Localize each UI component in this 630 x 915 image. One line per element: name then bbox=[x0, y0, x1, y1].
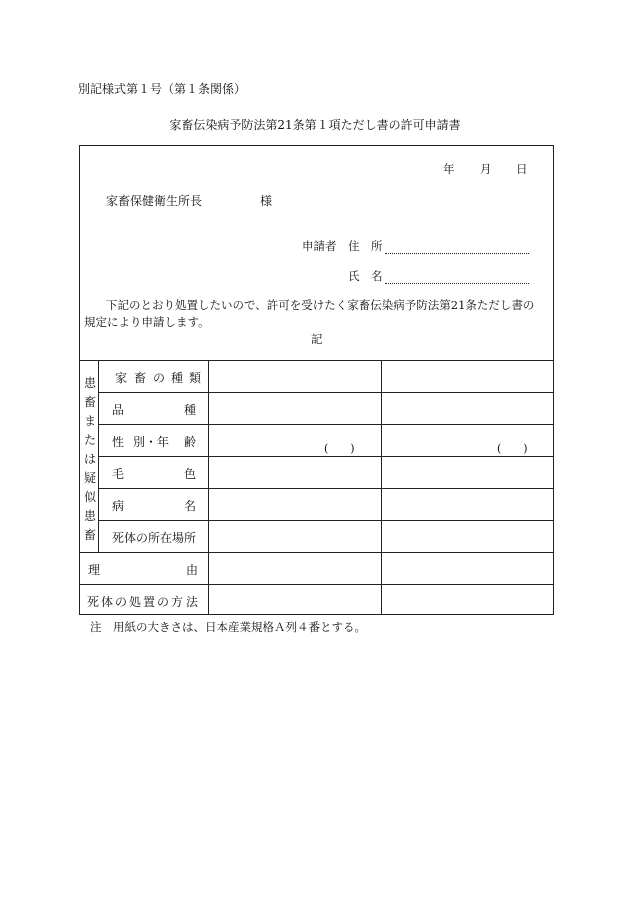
row-disposal-method-label-part: 法 bbox=[186, 595, 199, 609]
row-livestock-type-label-part: の bbox=[153, 371, 166, 385]
row-livestock-type-label-part: 類 bbox=[189, 371, 202, 385]
form-number-label: 別記様式第１号（第１条関係） bbox=[78, 82, 247, 96]
row-reason-label-part: 理 bbox=[88, 563, 101, 577]
row-coat-color-label-part: 毛 bbox=[112, 467, 125, 481]
date-day-label: 日 bbox=[516, 162, 528, 176]
name-dotted-line bbox=[385, 271, 529, 284]
table-top-border bbox=[79, 360, 554, 361]
side-label-char: は bbox=[84, 452, 97, 466]
row-breed-label-part: 種 bbox=[184, 403, 197, 417]
side-label-char: 似 bbox=[84, 490, 97, 504]
grid-line bbox=[98, 488, 554, 489]
footnote-text: 用紙の大きさは、日本産業規格Ａ列４番とする。 bbox=[113, 620, 366, 634]
row-livestock-type-label-part: 種 bbox=[171, 371, 184, 385]
addressee: 家畜保健衛生所長 bbox=[106, 194, 203, 208]
row-livestock-type-label-part: 畜 bbox=[134, 371, 147, 385]
value-column-divider bbox=[381, 360, 382, 615]
side-column-divider bbox=[98, 360, 99, 552]
request-body-line-1: 下記のとおり処置したいので、許可を受けたく家畜伝染病予防法第21条ただし書の bbox=[106, 298, 535, 312]
label-column-divider bbox=[208, 360, 209, 615]
row-livestock-type-label-part: 家 bbox=[115, 371, 128, 385]
ki-notation: 記 bbox=[311, 332, 323, 346]
document-title: 家畜伝染病予防法第21条第１項ただし書の許可申請書 bbox=[169, 118, 461, 132]
grid-line bbox=[98, 456, 554, 457]
request-body-line-2: 規定により申請します。 bbox=[84, 315, 210, 329]
grid-line bbox=[79, 584, 554, 585]
grid-line bbox=[98, 392, 554, 393]
row-breed-label-part: 品 bbox=[112, 403, 125, 417]
row-disposal-method-label-part: 方 bbox=[171, 595, 184, 609]
applicant-address-field[interactable] bbox=[348, 238, 529, 254]
row-disposal-method-label-part: 体 bbox=[101, 595, 114, 609]
side-label-char: 患 bbox=[84, 376, 97, 390]
grid-line bbox=[98, 520, 554, 521]
age-paren-col1: ( ) bbox=[324, 442, 355, 455]
honorific-sama: 様 bbox=[260, 194, 273, 208]
age-paren-col2: ( ) bbox=[497, 442, 528, 455]
grid-line bbox=[79, 552, 554, 553]
row-disposal-method-label-part: の bbox=[157, 595, 170, 609]
side-label-char: 患 bbox=[84, 509, 97, 523]
row-disease-label-part: 病 bbox=[112, 499, 125, 513]
address-dotted-line bbox=[385, 241, 529, 254]
applicant-name-field[interactable] bbox=[348, 268, 529, 284]
date-month-label: 月 bbox=[480, 162, 492, 176]
row-sex-age-label-part: 別・年 bbox=[133, 435, 170, 449]
row-coat-color-label-part: 色 bbox=[184, 467, 197, 481]
side-label-char: 畜 bbox=[84, 528, 97, 542]
row-disposal-method-label-part: 置 bbox=[143, 595, 156, 609]
row-disease-label-part: 名 bbox=[184, 499, 197, 513]
side-label-char: ま bbox=[84, 414, 97, 428]
date-year-label: 年 bbox=[443, 162, 455, 176]
grid-line bbox=[98, 424, 554, 425]
row-carcass-location-label: 死体の所在場所 bbox=[112, 531, 197, 545]
side-label-char: た bbox=[84, 433, 97, 447]
side-label-char: 畜 bbox=[84, 395, 97, 409]
row-disposal-method-label-part: 処 bbox=[129, 595, 142, 609]
row-disposal-method-label-part: 死 bbox=[87, 595, 100, 609]
applicant-label: 申請者 bbox=[302, 239, 337, 253]
side-label-char: 疑 bbox=[84, 471, 97, 485]
name-label: 氏 名 bbox=[348, 269, 383, 283]
address-label: 住 所 bbox=[348, 239, 383, 253]
row-disposal-method-label-part: の bbox=[115, 595, 128, 609]
row-reason-label-part: 由 bbox=[186, 563, 199, 577]
row-sex-age-label-part: 齢 bbox=[184, 435, 197, 449]
row-sex-age-label-part: 性 bbox=[112, 435, 125, 449]
footnote-marker: 注 bbox=[90, 620, 102, 634]
